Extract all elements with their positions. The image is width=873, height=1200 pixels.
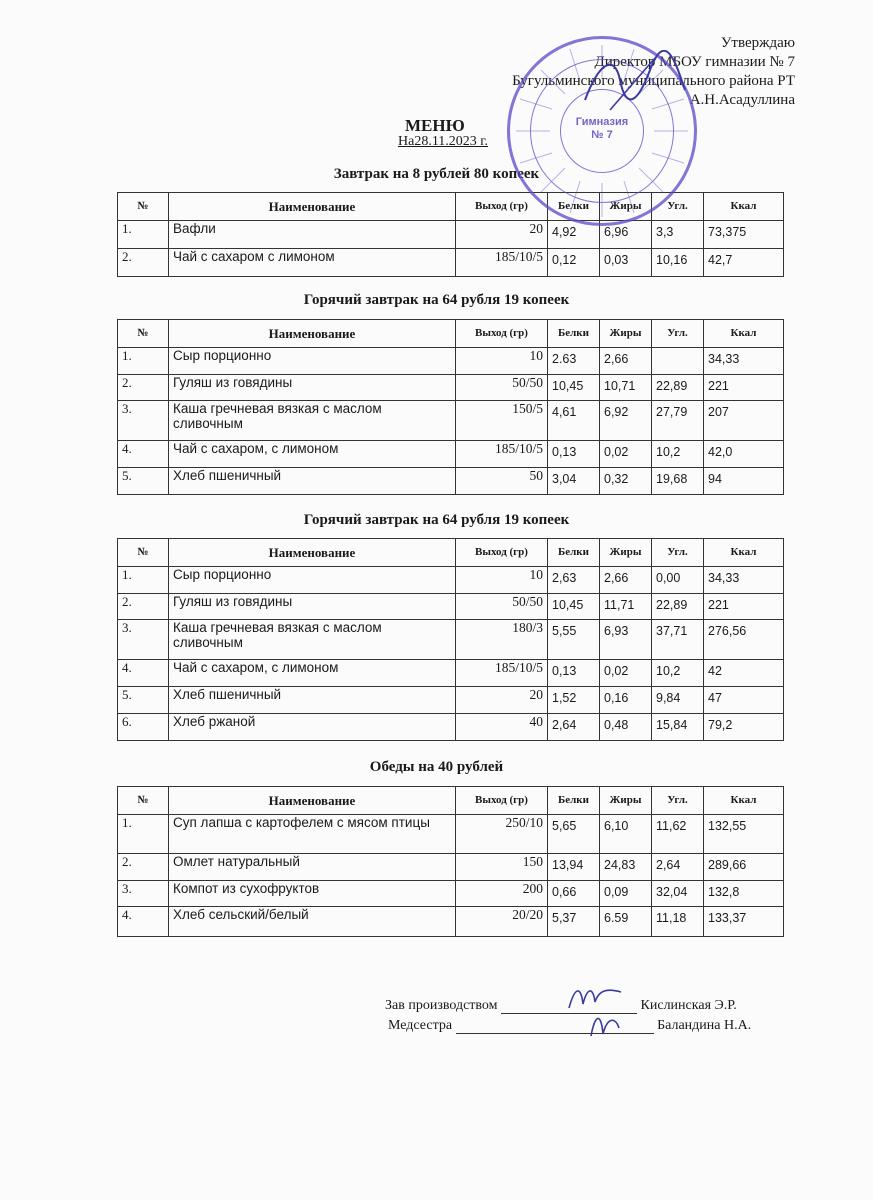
row-protein: 2.63 [548,348,600,375]
approval-line-4: А.Н.Асадуллина [689,92,795,108]
table-row [118,854,784,881]
row-carbs: 0,00 [652,567,704,594]
row-protein: 5,37 [548,907,600,937]
row-carbs [652,348,704,375]
section-title: Горячий завтрак на 64 рубля 19 копеек [303,512,570,528]
nurse-label: Медсестра [388,1018,453,1033]
row-carbs: 22,89 [652,375,704,401]
col-num: № [118,193,169,221]
row-num: 2. [118,249,169,277]
row-output: 20 [456,687,548,714]
row-carbs: 3,3 [652,221,704,249]
row-protein: 13,94 [548,854,600,881]
row-num: 6. [118,714,169,741]
row-fat: 6,93 [600,620,652,660]
row-name: Омлет натуральный [169,854,456,881]
row-num: 3. [118,881,169,907]
row-carbs: 19,68 [652,468,704,495]
row-num: 3. [118,401,169,441]
col-name: Наименование [169,320,456,348]
row-fat: 0,09 [600,881,652,907]
row-kcal: 34,33 [704,348,784,375]
row-name: Сыр порционно [169,567,456,594]
row-protein: 0,66 [548,881,600,907]
col-fat: Жиры [600,539,652,567]
row-carbs: 37,71 [652,620,704,660]
row-name: Сыр порционно [169,348,456,375]
row-output: 10 [456,348,548,375]
row-output: 50/50 [456,594,548,620]
col-output: Выход (гр) [456,539,548,567]
col-name: Наименование [169,193,456,221]
row-name: Чай с сахаром, с лимоном [169,660,456,687]
row-fat: 2,66 [600,348,652,375]
table-row [118,468,784,495]
row-kcal: 289,66 [704,854,784,881]
col-carbs: Угл. [652,193,704,221]
row-name: Хлеб ржаной [169,714,456,741]
row-protein: 1,52 [548,687,600,714]
table-header-row [118,320,784,348]
row-fat: 0,03 [600,249,652,277]
row-output: 185/10/5 [456,249,548,277]
row-num: 4. [118,907,169,937]
nurse-signature-line [388,1018,751,1034]
table-row [118,567,784,594]
row-fat: 0,48 [600,714,652,741]
col-output: Выход (гр) [456,787,548,815]
row-protein: 0,12 [548,249,600,277]
table-header-row [118,539,784,567]
col-fat: Жиры [600,193,652,221]
row-output: 150/5 [456,401,548,441]
row-kcal: 132,8 [704,881,784,907]
row-fat: 0,02 [600,441,652,468]
table-row [118,714,784,741]
table-row [118,221,784,249]
col-num: № [118,787,169,815]
row-name: Гуляш из говядины [169,375,456,401]
approval-line-1: Утверждаю [720,35,795,51]
section-title: Обеды на 40 рублей [369,759,504,775]
col-num: № [118,320,169,348]
row-protein: 10,45 [548,594,600,620]
row-kcal: 94 [704,468,784,495]
row-kcal: 42,0 [704,441,784,468]
production-label: Зав производством [385,998,498,1013]
col-output: Выход (гр) [456,320,548,348]
table-row [118,441,784,468]
table-row [118,401,784,441]
approval-line-3: Бугульминского муниципального района РТ [512,73,795,89]
row-num: 4. [118,441,169,468]
menu-table [117,538,784,741]
row-kcal: 221 [704,375,784,401]
row-name: Хлеб пшеничный [169,468,456,495]
row-protein: 4,92 [548,221,600,249]
col-fat: Жиры [600,787,652,815]
row-carbs: 10,2 [652,441,704,468]
row-num: 5. [118,687,169,714]
row-name: Каша гречневая вязкая с маслом сливочным [169,401,456,441]
row-fat: 6,10 [600,815,652,854]
col-name: Наименование [169,539,456,567]
row-num: 3. [118,620,169,660]
page-title: МЕНЮ [405,116,465,135]
row-num: 5. [118,468,169,495]
row-carbs: 10,16 [652,249,704,277]
col-kcal: Ккал [704,787,784,815]
col-carbs: Угл. [652,320,704,348]
row-output: 250/10 [456,815,548,854]
row-fat: 0,02 [600,660,652,687]
row-kcal: 221 [704,594,784,620]
row-output: 50/50 [456,375,548,401]
row-num: 1. [118,221,169,249]
row-name: Суп лапша с картофелем с мясом птицы [169,815,456,854]
row-kcal: 276,56 [704,620,784,660]
seal-text-1: Гимназия [575,116,629,128]
table-row [118,907,784,937]
row-protein: 4,61 [548,401,600,441]
row-kcal: 42 [704,660,784,687]
approval-line-2: Директор МБОУ гимназии № 7 [594,54,795,70]
row-kcal: 73,375 [704,221,784,249]
table-row [118,348,784,375]
row-carbs: 10,2 [652,660,704,687]
col-carbs: Угл. [652,539,704,567]
row-name: Гуляш из говядины [169,594,456,620]
seal-text-2: № 7 [591,129,613,141]
col-output: Выход (гр) [456,193,548,221]
col-kcal: Ккал [704,539,784,567]
row-fat: 6,96 [600,221,652,249]
section-title: Горячий завтрак на 64 рубля 19 копеек [303,292,570,308]
row-output: 150 [456,854,548,881]
production-signature-line [385,998,737,1014]
row-protein: 2,64 [548,714,600,741]
nurse-signature-icon [585,1008,625,1040]
table-row [118,249,784,277]
row-kcal: 34,33 [704,567,784,594]
row-protein: 5,65 [548,815,600,854]
row-name: Каша гречневая вязкая с маслом сливочным [169,620,456,660]
row-carbs: 32,04 [652,881,704,907]
row-fat: 2,66 [600,567,652,594]
row-name: Хлеб пшеничный [169,687,456,714]
row-fat: 11,71 [600,594,652,620]
col-carbs: Угл. [652,787,704,815]
col-protein: Белки [548,787,600,815]
row-num: 2. [118,854,169,881]
row-output: 185/10/5 [456,441,548,468]
row-kcal: 42,7 [704,249,784,277]
row-carbs: 27,79 [652,401,704,441]
table-row [118,881,784,907]
col-protein: Белки [548,320,600,348]
row-fat: 6.59 [600,907,652,937]
row-output: 180/3 [456,620,548,660]
col-kcal: Ккал [704,193,784,221]
nurse-name: Баландина Н.А. [657,1018,752,1033]
section-title: Завтрак на 8 рублей 80 копеек [333,166,540,182]
row-carbs: 11,18 [652,907,704,937]
row-fat: 6,92 [600,401,652,441]
row-protein: 0,13 [548,441,600,468]
row-fat: 24,83 [600,854,652,881]
row-output: 200 [456,881,548,907]
row-carbs: 15,84 [652,714,704,741]
col-fat: Жиры [600,320,652,348]
row-name: Вафли [169,221,456,249]
row-num: 1. [118,815,169,854]
row-num: 1. [118,567,169,594]
row-protein: 0,13 [548,660,600,687]
menu-table [117,786,784,937]
row-name: Хлеб сельский/белый [169,907,456,937]
table-header-row [118,787,784,815]
row-num: 4. [118,660,169,687]
row-kcal: 207 [704,401,784,441]
col-protein: Белки [548,193,600,221]
table-row [118,620,784,660]
menu-date: На28.11.2023 г. [398,134,488,149]
row-kcal: 133,37 [704,907,784,937]
row-protein: 5,55 [548,620,600,660]
row-name: Чай с сахаром с лимоном [169,249,456,277]
table-row [118,687,784,714]
col-protein: Белки [548,539,600,567]
row-kcal: 132,55 [704,815,784,854]
row-carbs: 9,84 [652,687,704,714]
row-output: 185/10/5 [456,660,548,687]
row-output: 20/20 [456,907,548,937]
row-fat: 0,16 [600,687,652,714]
row-num: 2. [118,375,169,401]
row-protein: 10,45 [548,375,600,401]
col-name: Наименование [169,787,456,815]
row-output: 40 [456,714,548,741]
row-output: 20 [456,221,548,249]
row-num: 2. [118,594,169,620]
row-name: Чай с сахаром, с лимоном [169,441,456,468]
col-num: № [118,539,169,567]
col-kcal: Ккал [704,320,784,348]
table-row [118,375,784,401]
row-carbs: 2,64 [652,854,704,881]
row-kcal: 47 [704,687,784,714]
table-row [118,815,784,854]
row-output: 50 [456,468,548,495]
row-fat: 0,32 [600,468,652,495]
row-carbs: 22,89 [652,594,704,620]
table-row [118,594,784,620]
row-num: 1. [118,348,169,375]
row-name: Компот из сухофруктов [169,881,456,907]
row-protein: 3,04 [548,468,600,495]
director-signature-icon [580,50,690,120]
row-kcal: 79,2 [704,714,784,741]
table-row [118,660,784,687]
production-name: Кислинская Э.Р. [640,998,737,1013]
row-output: 10 [456,567,548,594]
row-fat: 10,71 [600,375,652,401]
menu-table [117,319,784,495]
row-protein: 2,63 [548,567,600,594]
row-carbs: 11,62 [652,815,704,854]
